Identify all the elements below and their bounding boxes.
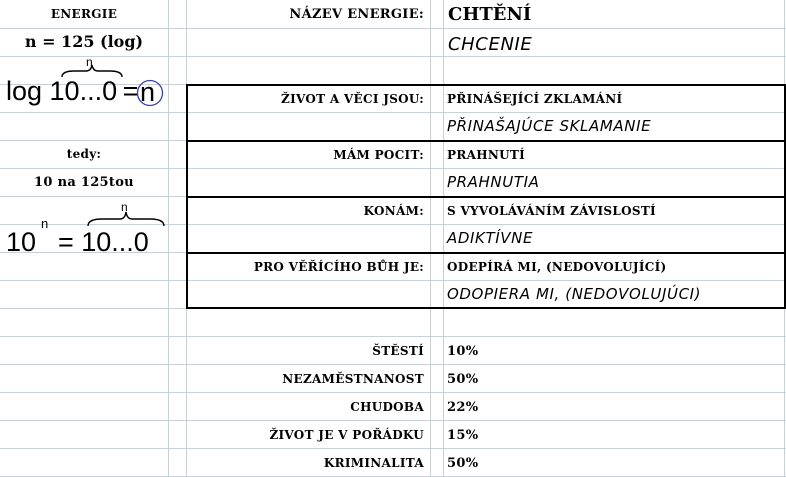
- row-label-god: PRO VĚŘÍCÍHO BŮH JE:: [253, 260, 424, 274]
- table-border-top: [186, 84, 785, 86]
- ten-power-text: 10 na 125tou: [34, 175, 134, 190]
- row-value-action-sk: ADIKTÍVNE: [447, 229, 534, 247]
- table-divider-3: [186, 252, 785, 254]
- log-n: n: [140, 77, 156, 107]
- row-value-life-cz: PŘINÁŠEJÍCÍ ZKLAMÁNÍ: [447, 92, 623, 106]
- row-value-god-sk: ODOPIERA MI, (NEDOVOLUJÚCI): [447, 285, 702, 303]
- log-equals: =: [122, 76, 139, 106]
- power-rhs: = 10...0: [58, 227, 149, 257]
- row-value-action-cz: S VYVOLÁVÁNÍM ZÁVISLOSTÍ: [447, 204, 656, 218]
- stat-label-crime: KRIMINALITA: [323, 456, 424, 470]
- energy-name-sk: CHCENIE: [448, 34, 533, 55]
- stat-value-crime: 50%: [447, 456, 479, 471]
- row-value-god-cz: ODEPÍRÁ MI, (NEDOVOLUJÍCÍ): [447, 260, 667, 274]
- row-value-feeling-sk: PRAHNUTIA: [447, 173, 540, 191]
- stat-label-unemployment: NEZAMĚSTNANOST: [282, 372, 424, 386]
- log-brace-n: n: [86, 55, 93, 69]
- row-label-life: ŽIVOT A VĚCI JSOU:: [281, 92, 424, 106]
- log-prefix: log 10: [6, 76, 80, 106]
- energy-name-label: NÁZEV ENERGIE:: [289, 7, 424, 22]
- power-exponent: n: [41, 216, 49, 231]
- stat-label-happiness: ŠTĚSTÍ: [372, 344, 424, 358]
- table-divider-1: [186, 140, 785, 142]
- log-formula: [6, 76, 138, 107]
- stat-value-poverty: 22%: [447, 400, 479, 415]
- so-label: tedy:: [66, 147, 102, 161]
- power-brace-n: n: [121, 200, 128, 214]
- stat-label-life-ok: ŽIVOT JE V POŘÁDKU: [269, 428, 424, 442]
- stat-label-poverty: CHUDOBA: [350, 400, 424, 414]
- log-dots: ...0: [79, 76, 118, 106]
- energy-name-cz: CHTĚNÍ: [448, 4, 532, 25]
- row-value-feeling-cz: PRAHNUTÍ: [447, 148, 526, 162]
- stat-value-happiness: 10%: [447, 344, 479, 359]
- table-border-bottom: [186, 307, 785, 309]
- power-base: 10: [6, 227, 37, 257]
- energy-label: ENERGIE: [50, 7, 118, 21]
- row-value-life-sk: PŘINAŠAJÚCE SKLAMANIE: [447, 117, 652, 135]
- table-divider-2: [186, 196, 785, 198]
- row-label-feeling: MÁM POCIT:: [333, 148, 424, 162]
- stat-value-unemployment: 50%: [447, 372, 479, 387]
- row-label-action: KONÁM:: [363, 204, 424, 218]
- stat-value-life-ok: 15%: [447, 428, 479, 443]
- table-border-left: [186, 84, 188, 309]
- n-equation: n = 125 (log): [24, 32, 144, 51]
